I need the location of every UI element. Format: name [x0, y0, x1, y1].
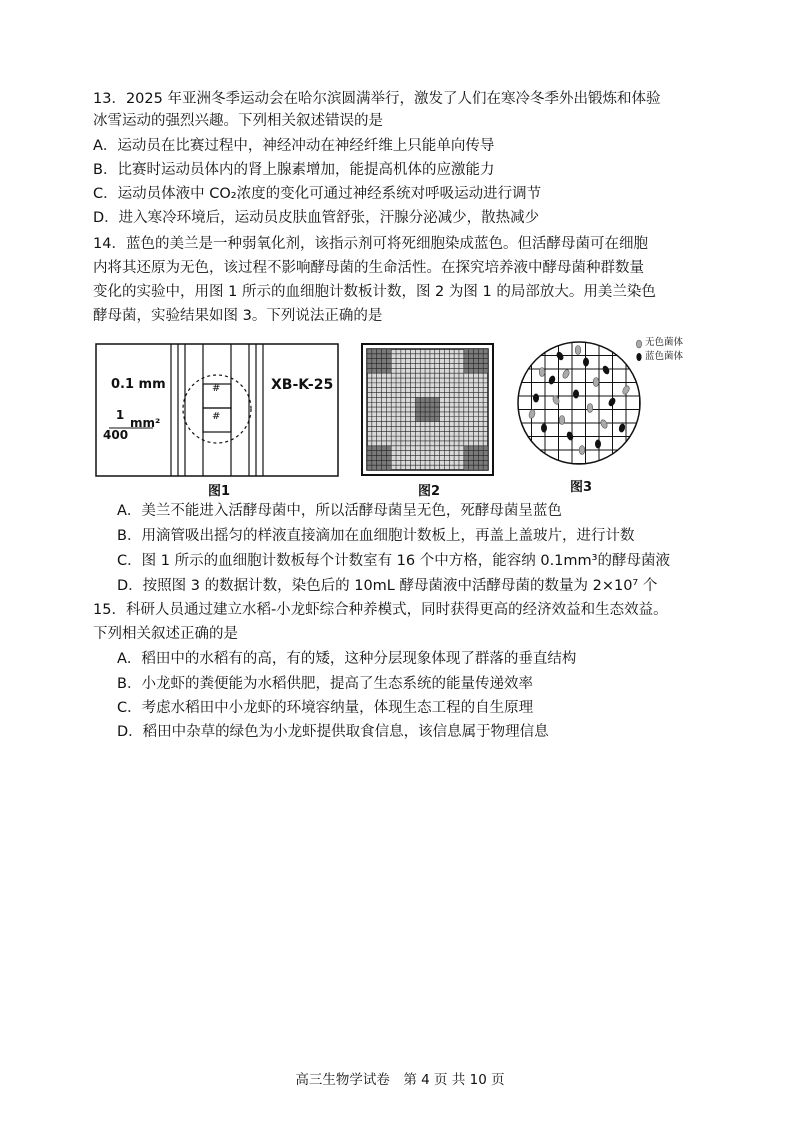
- q15-stem-line1: 15．科研人员通过建立水稻-小龙虾综合种养模式，同时获得更高的经济效益和生态效益。: [93, 602, 668, 618]
- figure-3-legend-colorless: 无色菌体: [645, 337, 684, 348]
- q13-option-a: A．运动员在比赛过程中，神经冲动在神经纤维上只能单向传导: [93, 138, 495, 154]
- figure-3-legend-markers: [634, 338, 644, 364]
- figure-3-caption: 图3: [570, 480, 593, 495]
- q15-option-d: D．稻田中杂草的绿色为小龙虾提供取食信息，该信息属于物理信息: [117, 724, 549, 740]
- q14-option-c: C．图 1 所示的血细胞计数板每个计数室有 16 个中方格，能容纳 0.1mm³的酵母菌液: [117, 553, 670, 569]
- q14-stem-line3: 变化的实验中，用图 1 所示的血细胞计数板计数，图 2 为图 1 的局部放大。用美兰染色: [93, 284, 656, 300]
- figure-1-caption: 图1: [208, 484, 231, 499]
- q15-option-b: B．小龙虾的粪便能为水稻供肥，提高了生态系统的能量传递效率: [117, 676, 533, 692]
- q13-stem-line1: 13．2025 年亚洲冬季运动会在哈尔滨圆满举行，激发了人们在寒冷冬季外出锻炼和体验: [93, 91, 661, 107]
- figure-1-model-label: XB-K-25: [271, 377, 334, 393]
- figure-1-depth-label: 0.1 mm: [111, 377, 166, 392]
- figure-1-area-numerator: 1: [115, 408, 125, 422]
- q13-stem-line2: 冰雪运动的强烈兴趣。下列相关叙述错误的是: [93, 113, 383, 129]
- q14-stem-line1: 14．蓝色的美兰是一种弱氧化剂，该指示剂可将死细胞染成蓝色。但活酵母菌可在细胞: [93, 236, 648, 252]
- figure-1-area-denominator: 400: [103, 428, 129, 442]
- q14-stem-line2: 内将其还原为无色，该过程不影响酵母菌的生命活性。在探究培养液中酵母菌种群数量: [93, 260, 644, 276]
- q14-option-d: D．按照图 3 的数据计数，染色后的 10mL 酵母菌液中活酵母菌的数量为 2×10⁷ 个: [117, 578, 658, 594]
- q14-option-a: A．美兰不能进入活酵母菌中，所以活酵母菌呈无色，死酵母菌呈蓝色: [117, 503, 562, 519]
- q13-option-b: B．比赛时运动员体内的肾上腺素增加，能提高机体的应激能力: [93, 162, 495, 178]
- q15-option-c: C．考虑水稻田中小龙虾的环境容纳量，体现生态工程的自生原理: [117, 700, 534, 716]
- figure-1-mark-top: #: [212, 383, 221, 394]
- q13-option-d: D．进入寒冷环境后，运动员皮肤血管舒张，汗腺分泌减少，散热减少: [93, 210, 540, 226]
- figure-2-grid: [361, 343, 494, 476]
- q13-option-c: C．运动员体液中 CO₂浓度的变化可通过神经系统对呼吸运动进行调节: [93, 186, 542, 202]
- page-footer: 高三生物学试卷 第 4 页 共 10 页: [295, 1072, 505, 1088]
- figure-2-caption: 图2: [418, 484, 441, 499]
- figure-1-mark-bottom: #: [212, 411, 221, 422]
- q15-option-a: A．稻田中的水稻有的高，有的矮，这种分层现象体现了群落的垂直结构: [117, 651, 577, 667]
- q14-option-b: B．用滴管吸出摇匀的样液直接滴加在血细胞计数板上，再盖上盖玻片，进行计数: [117, 528, 635, 544]
- figure-3-legend-blue: 蓝色菌体: [645, 351, 684, 362]
- q15-stem-line2: 下列相关叙述正确的是: [93, 626, 238, 642]
- figure-1-area-unit: mm²: [130, 416, 161, 430]
- figure-3-stained-cells: [516, 340, 642, 466]
- q14-stem-line4: 酵母菌，实验结果如图 3。下列说法正确的是: [93, 308, 383, 324]
- figure-1-hemocytometer: [95, 343, 339, 477]
